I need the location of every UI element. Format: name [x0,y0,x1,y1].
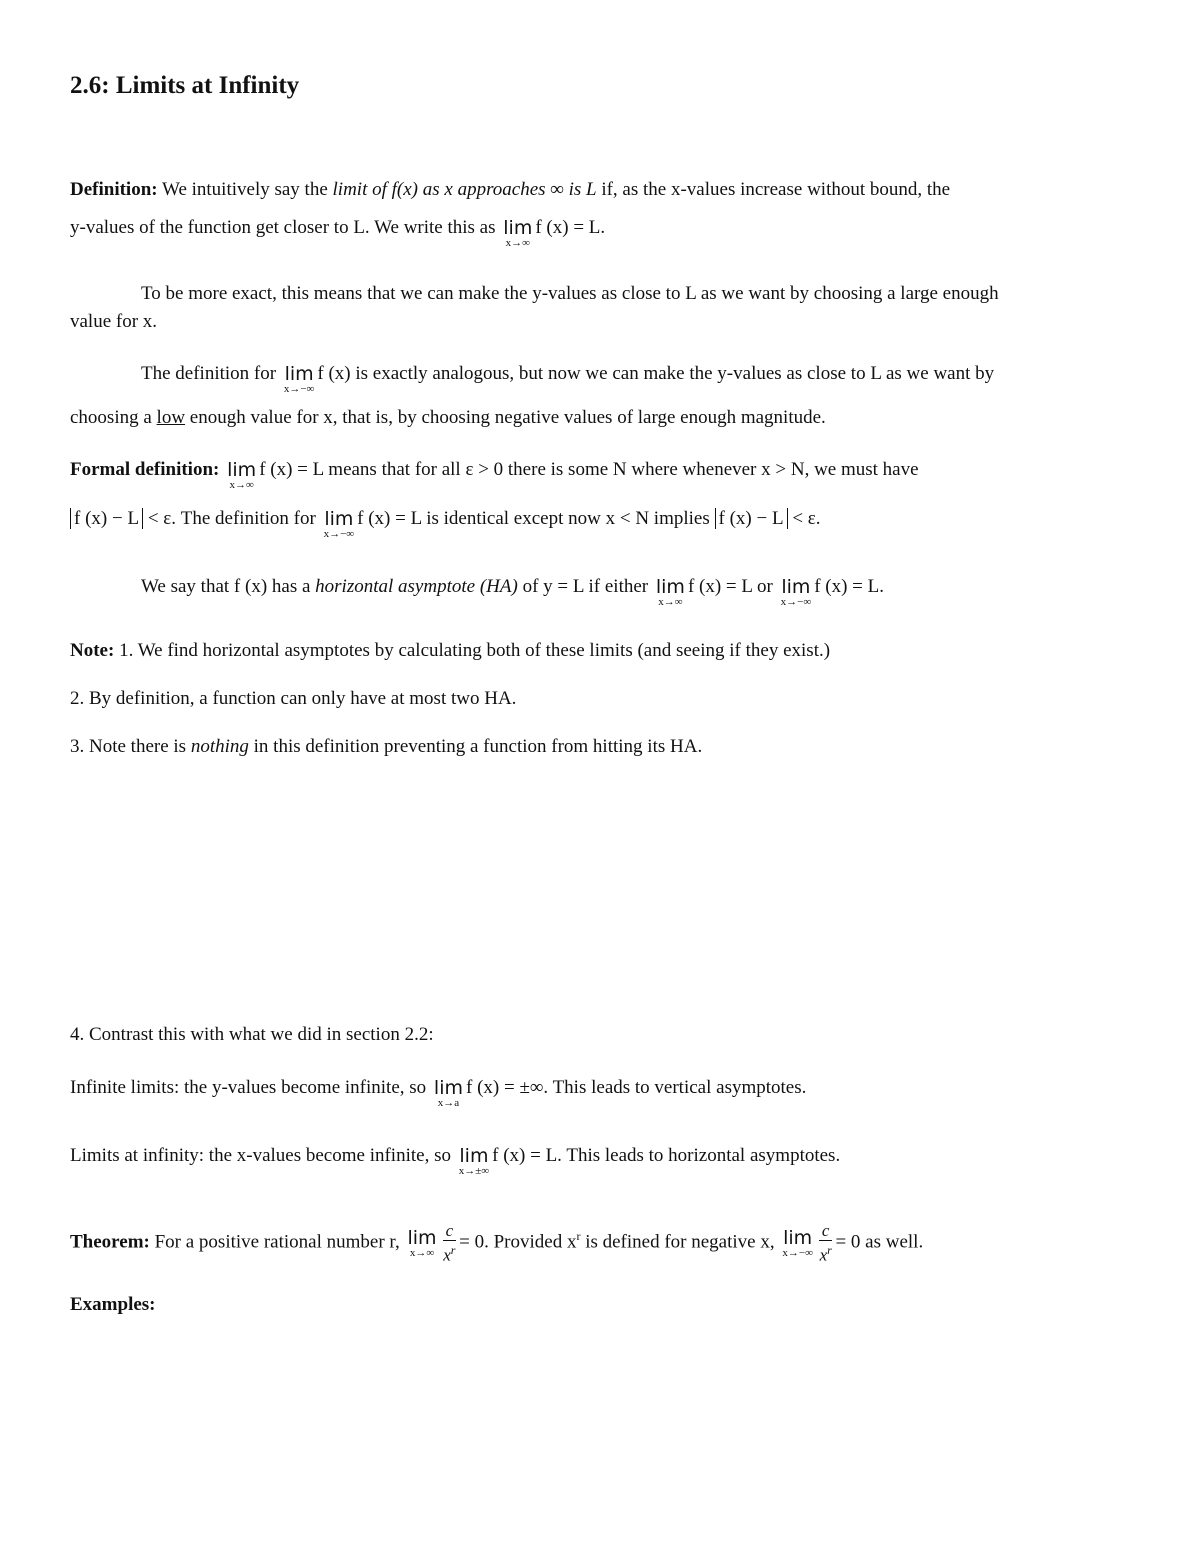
definition-text: We intuitively say the [162,179,333,200]
infinite-limits-line: Infinite limits: the y-values become infinite, so lim x→a f (x) = ±∞. This leads to vertical asymptotes. [70,1077,807,1109]
limit-expression: lim x→−∞ [283,363,315,395]
limit-expression: lim x→∞ [407,1227,437,1260]
ha-line: We say that f (x) has a horizontal asymptote (HA) of y = L if either lim x→∞ f (x) = L or lim x→−∞ f (x) = L. [141,576,884,608]
definition-formula: f (x) = L. [535,217,606,238]
note-3: 3. Note there is nothing in this definition preventing a function from hitting its HA. [70,736,703,757]
definition-text-2: y-values of the function get closer to L. We write this as [70,217,496,238]
note-2: 2. By definition, a function can only have at most two HA. [70,688,517,709]
limit-expression: lim x→∞ [503,217,533,249]
exact-line-1: To be more exact, this means that we can make the y-values as close to L as we want by choosing a large enough [141,283,999,304]
definition-line-2 [70,216,605,249]
limit-expression: lim x→∞ [655,576,685,608]
exact-line-2: value for x. [70,311,158,332]
definition-label: Definition: [70,179,158,200]
formal-line-2: f (x) − L < ε. The definition for lim x→−∞ f (x) = L is identical except now x < N implies f (x) − L < ε. [70,507,821,540]
fraction: $\frac{c}{x^r}$ [819,1220,832,1265]
limit-expression: lim x→−∞ [323,508,355,540]
neg-line-2: choosing a low enough value for x, that is, by choosing negative values of large enough magnitude. [70,407,826,428]
limit-expression: lim x→−∞ [780,576,812,608]
limit-expression: lim x→a [433,1077,463,1109]
underlined-word: low [156,407,186,428]
definition-term: limit of f(x) as x approaches ∞ is L [332,179,597,200]
definition-line-1 [70,178,950,202]
definition-text-cont: if, as the x-values increase without bound, the [596,179,951,200]
limit-expression: lim x→∞ [227,459,257,491]
note-label: Note: [70,640,115,661]
limit-expression: lim x→±∞ [458,1145,490,1177]
page-title: 2.6: Limits at Infinity [70,72,300,99]
examples-heading: Examples: [70,1294,156,1315]
note-4: 4. Contrast this with what we did in section 2.2: [70,1024,434,1045]
limit-expression: lim x→−∞ [782,1227,813,1260]
formal-label: Formal definition: [70,459,220,480]
note-1: Note: 1. We find horizontal asymptotes by calculating both of these limits (and seeing if they exist.) [70,640,831,661]
absolute-value: f (x) − L [70,508,143,529]
theorem-label: Theorem: [70,1231,150,1253]
theorem-line: Theorem: For a positive rational number r, lim x→∞ $\frac{c}{x^r}$ = 0. Provided $x^r$ is defined for negative x, lim x→−∞ $\frac{c}{x^r}$ = 0 as well. [70,1220,924,1265]
absolute-value: f (x) − L [715,508,788,529]
fraction: $\frac{c}{x^r}$ [443,1220,456,1265]
formal-line-1: Formal definition: lim x→∞ f (x) = L means that for all ε > 0 there is some N where whenever x > N, we must have [70,459,919,491]
neg-line-1: The definition for lim x→−∞ f (x) is exactly analogous, but now we can make the y-values as close to L as we want by [141,363,995,395]
limits-at-infinity-line: Limits at infinity: the x-values become infinite, so lim x→±∞ f (x) = L. This leads to horizontal asymptotes. [70,1145,841,1177]
ha-term: horizontal asymptote (HA) [315,576,518,597]
